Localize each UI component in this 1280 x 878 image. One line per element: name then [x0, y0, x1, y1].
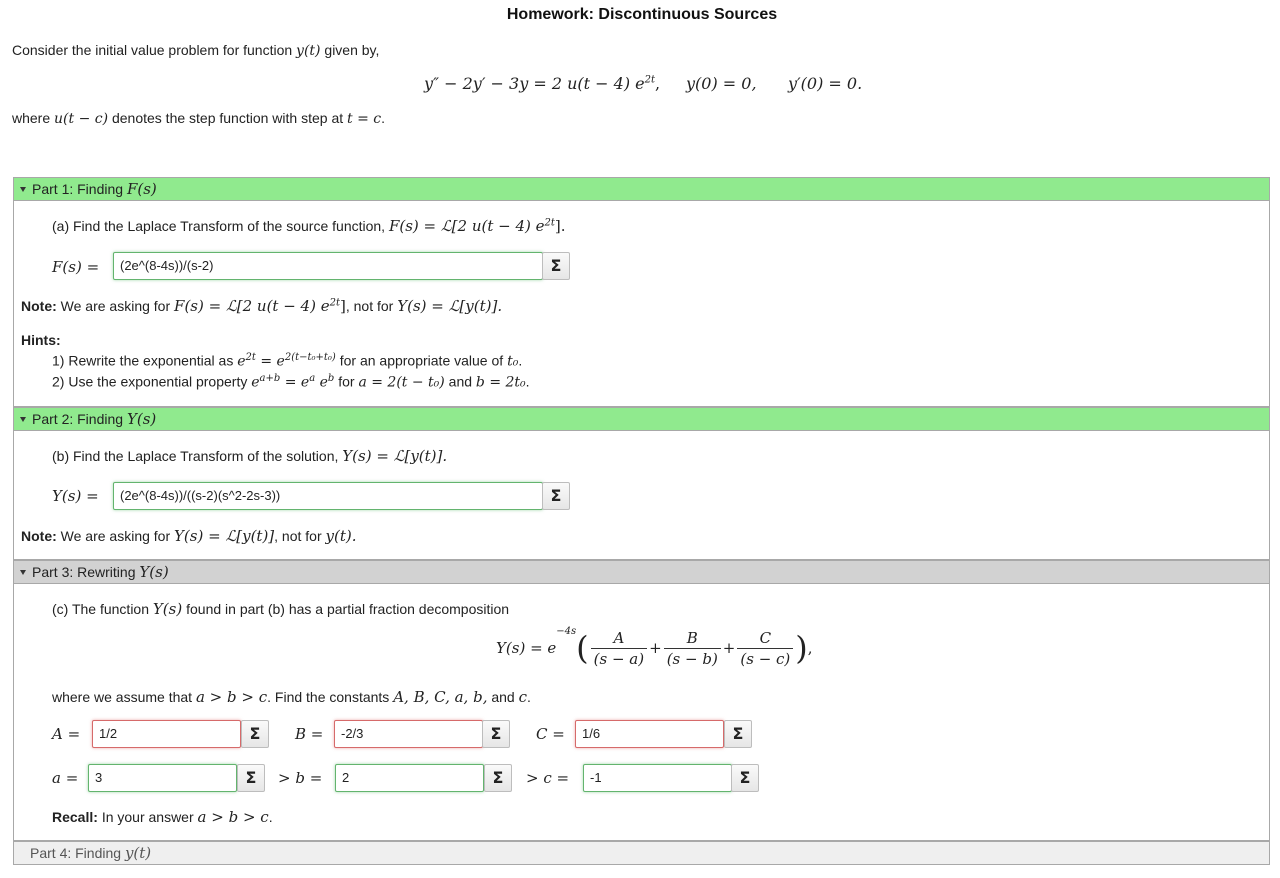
hints-label: Hints: — [21, 332, 61, 348]
A-answer-input[interactable]: 1/2 — [92, 720, 241, 748]
initial-condition-1: y(0) = 0, — [686, 74, 757, 93]
sigma-icon[interactable]: Σ — [484, 764, 512, 792]
F-answer-input[interactable]: (2e^(8-4s))/(s-2) — [113, 252, 543, 280]
part2-question: (b) Find the Laplace Transform of the solution, Y(s) = ℒ[y(t)]. — [52, 447, 448, 465]
sigma-icon[interactable]: Σ — [731, 764, 759, 792]
part3-body — [13, 584, 1270, 841]
Y-input-label: Y(s) = — [52, 487, 99, 505]
part1-body — [13, 201, 1270, 407]
C-label: C = — [536, 725, 565, 743]
page-title: Homework: Discontinuous Sources — [506, 6, 778, 23]
sigma-icon[interactable]: Σ — [482, 720, 510, 748]
hint-1: 1) Rewrite the exponential as $e^{2t} = e^{2(t-t_0+t_0)}$ for an appropriate value of t₀. — [52, 352, 523, 370]
expand-triangle-icon — [20, 570, 26, 575]
C-answer-input[interactable]: 1/6 — [575, 720, 724, 748]
part2-body — [13, 431, 1270, 560]
part1-question: (a) Find the Laplace Transform of the source function, F(s) = ℒ[2 u(t − 4) $e^{2t}$]. — [52, 217, 566, 235]
intro-text: Consider the initial value problem for function — [12, 42, 293, 58]
sigma-icon[interactable]: Σ — [724, 720, 752, 748]
b-answer-input[interactable]: 2 — [335, 764, 484, 792]
A-label: A = — [52, 725, 81, 743]
part2-header[interactable]: Part 2: Finding Y(s) — [13, 407, 1270, 431]
B-answer-input[interactable]: -2/3 — [334, 720, 483, 748]
c-label: > c = — [526, 769, 570, 787]
a-answer-input[interactable]: 3 — [88, 764, 237, 792]
ode-equation: y″ − 2y′ − 3y = 2 u(t − 4) $e^{2t}$, — [424, 74, 661, 93]
where-line: where u(t − c) denotes the step function with step at t = c. — [12, 110, 386, 127]
b-label: > b = — [278, 769, 323, 787]
sigma-icon[interactable]: Σ — [542, 482, 570, 510]
part3-assume: where we assume that a > b > c. Find the constants A, B, C, a, b, and c. — [52, 688, 531, 706]
fraction-A: $\frac{A}{(s - a)}$ — [591, 629, 647, 668]
intro-text-end: given by, — [324, 42, 380, 58]
c-answer-input[interactable]: -1 — [583, 764, 732, 792]
initial-condition-2: y′(0) = 0. — [788, 74, 863, 93]
intro-function: y(t) — [296, 43, 321, 59]
intro-line — [12, 42, 379, 59]
part1-header[interactable]: Part 1: Finding F(s) — [13, 177, 1270, 201]
part4-header[interactable]: Part 4: Finding y(t) — [13, 841, 1270, 865]
B-label: B = — [295, 725, 324, 743]
hint-2: 2) Use the exponential property $e^{a+b} = e^a$ $e^b$ for a = 2(t − t₀) and b = 2t₀. — [52, 373, 530, 391]
partial-fraction-equation: $Y(s) = e^{-4s}$( $\frac{A}{(s - a)}$ + $\frac{B}{(s - b)}$ + $\frac{C}{(s - c)}$ ), — [496, 626, 813, 668]
Y-answer-input[interactable]: (2e^(8-4s))/((s-2)(s^2-2s-3)) — [113, 482, 543, 510]
part3-recall: Recall: In your answer a > b > c. — [52, 808, 273, 826]
part2-note: Note: We are asking for Y(s) = ℒ[y(t)], not for y(t). — [21, 527, 357, 545]
F-input-label: F(s) = — [52, 258, 100, 276]
sigma-icon[interactable]: Σ — [237, 764, 265, 792]
fraction-B: $\frac{B}{(s - b)}$ — [664, 629, 721, 668]
a-label: a = — [52, 769, 79, 787]
sigma-icon[interactable]: Σ — [241, 720, 269, 748]
sigma-icon[interactable]: Σ — [542, 252, 570, 280]
part3-header[interactable]: Part 3: Rewriting Y(s) — [13, 560, 1270, 584]
expand-triangle-icon — [20, 187, 26, 192]
part1-note: Note: We are asking for F(s) = ℒ[2 u(t − 4) $e^{2t}$], not for Y(s) = ℒ[y(t)]. — [21, 297, 503, 315]
expand-triangle-icon — [20, 417, 26, 422]
part3-question: (c) The function Y(s) found in part (b) has a partial fraction decomposition — [52, 600, 510, 618]
fraction-C: $\frac{C}{(s - c)}$ — [737, 629, 793, 668]
